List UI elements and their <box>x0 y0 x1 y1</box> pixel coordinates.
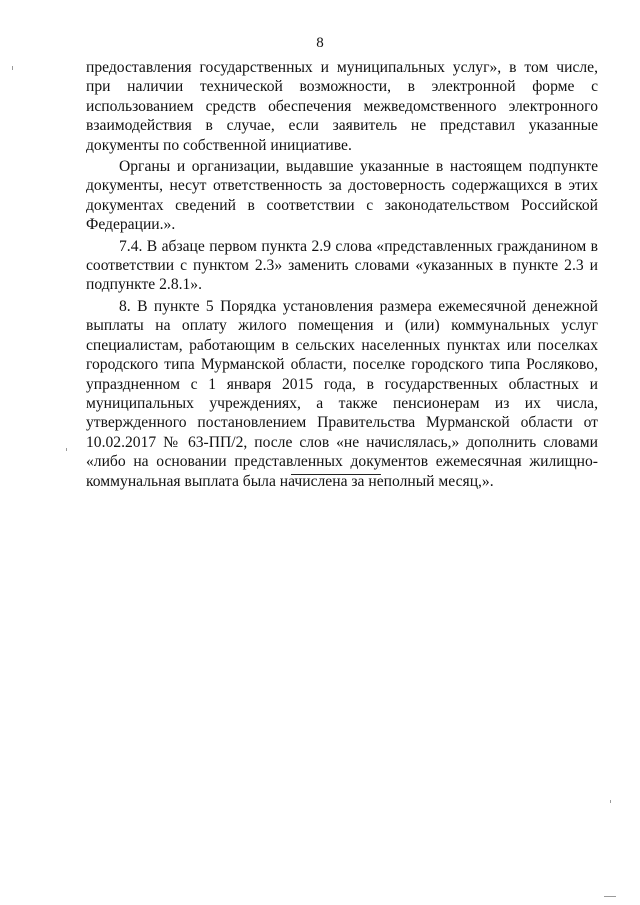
scan-artifact <box>610 800 611 803</box>
scan-artifact <box>12 66 13 70</box>
scan-artifact <box>604 896 616 897</box>
paragraph-responsibility: Органы и организации, выдавшие указанные в настоящем подпункте документы, несут ответственность за достоверность содержащихся в этих документах сведений в соответствии с законодательством Российской Федерации.». <box>86 158 598 234</box>
paragraph-item-8: 8. В пункте 5 Порядка установления размера ежемесячной денежной выплаты на оплату жилого помещения и (или) коммунальных услуг специалистам, работающим в сельских населенных пунктах или поселках городского типа Мурманской области, поселке городского типа Росляково, упраздненном с 1 января 2015 года, в государственных областных и муниципальных учреждениях, а также пенсионерам из их числа, утвержденного постановлением Правительства Мурманской области от 10.02.2017 № 63-ПП/2, после слов «не начислялась,» дополнить словами «либо на основании представленных документов ежемесячная жилищно-коммунальная выплата была начислена за неполный месяц,». <box>86 297 598 490</box>
scan-artifact <box>66 448 67 451</box>
document-body <box>86 58 598 491</box>
paragraph-continuation: предоставления государственных и муниципальных услуг», в том числе, при наличии технической возможности, в электронной форме с использованием средств обеспечения межведомственного электронного взаимодействия в случае, если заявитель не представил указанные документы по собственной инициативе. <box>86 59 598 154</box>
page-number: 8 <box>316 35 324 51</box>
paragraph-item-7-4: 7.4. В абзаце первом пункта 2.9 слова «представленных гражданином в соответствии с пунктом 2.3» заменить словами «указанных в пункте 2.3 и подпункте 2.8.1». <box>86 237 598 294</box>
closing-rule <box>291 474 381 475</box>
